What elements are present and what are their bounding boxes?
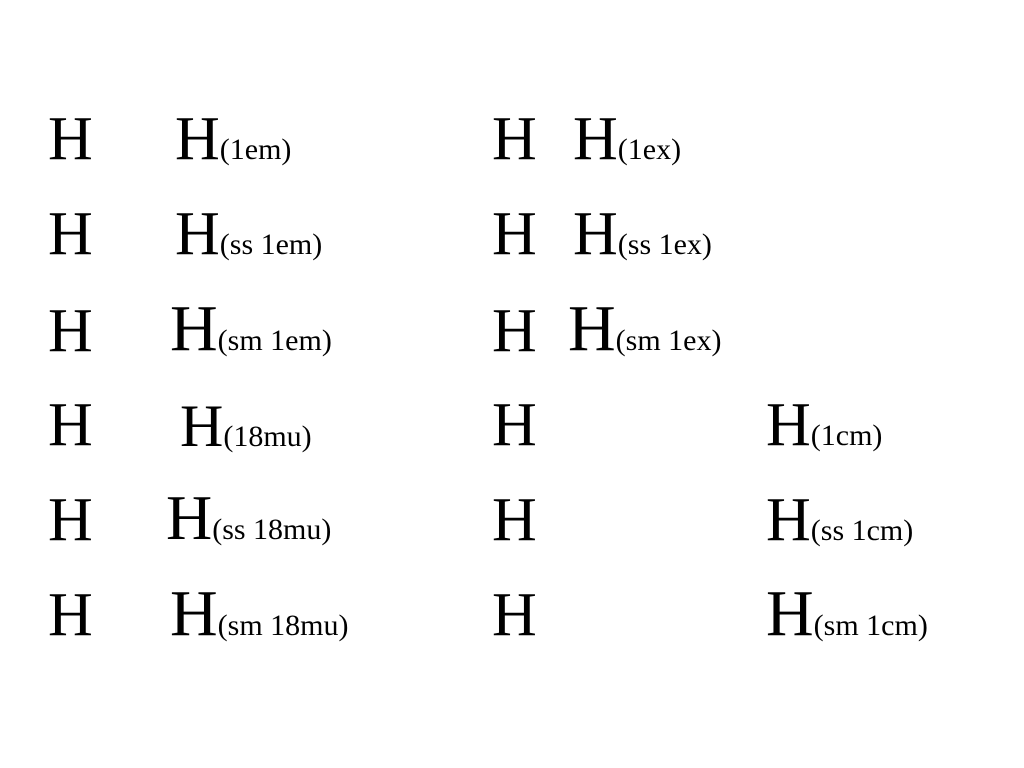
sample-left-row1 bbox=[175, 105, 292, 173]
sample-left-row3 bbox=[170, 292, 332, 365]
sample-glyph: H bbox=[175, 200, 220, 268]
sample-label: (sm 18mu) bbox=[217, 609, 349, 642]
anchor-glyph-left-row2: H bbox=[48, 200, 93, 268]
sample-right-row3 bbox=[568, 292, 722, 365]
sample-glyph: H bbox=[573, 105, 618, 173]
anchor-glyph-right-row5: H bbox=[492, 486, 537, 554]
sample-right-row6 bbox=[766, 577, 928, 650]
sample-label: (sm 1ex) bbox=[615, 324, 722, 357]
sample-left-row5 bbox=[166, 482, 332, 553]
anchor-glyph-left-row1: H bbox=[48, 105, 93, 173]
sample-glyph: H bbox=[175, 105, 220, 173]
anchor-glyph-right-row2: H bbox=[492, 200, 537, 268]
sample-glyph: H bbox=[568, 292, 616, 365]
anchor-glyph-left-row5: H bbox=[48, 486, 93, 554]
sample-glyph: H bbox=[573, 200, 618, 268]
sample-glyph: H bbox=[766, 391, 811, 459]
sample-left-row2 bbox=[175, 200, 323, 268]
sample-label: (1em) bbox=[219, 133, 292, 166]
sample-label: (sm 1cm) bbox=[813, 609, 928, 642]
sample-glyph: H bbox=[766, 577, 814, 650]
anchor-glyph-right-row3: H bbox=[492, 297, 537, 365]
sample-left-row6 bbox=[170, 577, 349, 650]
anchor-glyph-left-row6: H bbox=[48, 581, 93, 649]
sample-label: (ss 1ex) bbox=[617, 228, 712, 261]
sample-glyph: H bbox=[766, 486, 811, 554]
sample-right-row1 bbox=[573, 105, 682, 173]
sample-glyph: H bbox=[166, 482, 213, 553]
sample-label: (1ex) bbox=[617, 133, 682, 166]
sample-label: (ss 1cm) bbox=[810, 514, 914, 547]
sample-glyph: H bbox=[170, 577, 218, 650]
sample-label: (ss 18mu) bbox=[212, 513, 332, 546]
sample-label: (ss 1em) bbox=[219, 228, 323, 261]
sample-label: (18mu) bbox=[223, 420, 312, 453]
sample-left-row4 bbox=[180, 393, 312, 459]
sample-right-row4 bbox=[766, 391, 883, 459]
sample-label: (1cm) bbox=[810, 419, 883, 452]
anchor-glyph-left-row3: H bbox=[48, 297, 93, 365]
sample-right-row2 bbox=[573, 200, 712, 268]
anchor-glyph-right-row1: H bbox=[492, 105, 537, 173]
anchor-glyph-right-row4: H bbox=[492, 391, 537, 459]
anchor-glyph-left-row4: H bbox=[48, 391, 93, 459]
sample-label: (sm 1em) bbox=[217, 324, 332, 357]
anchor-glyph-right-row6: H bbox=[492, 581, 537, 649]
sample-glyph: H bbox=[180, 393, 224, 459]
sample-glyph: H bbox=[170, 292, 218, 365]
sample-right-row5 bbox=[766, 486, 914, 554]
